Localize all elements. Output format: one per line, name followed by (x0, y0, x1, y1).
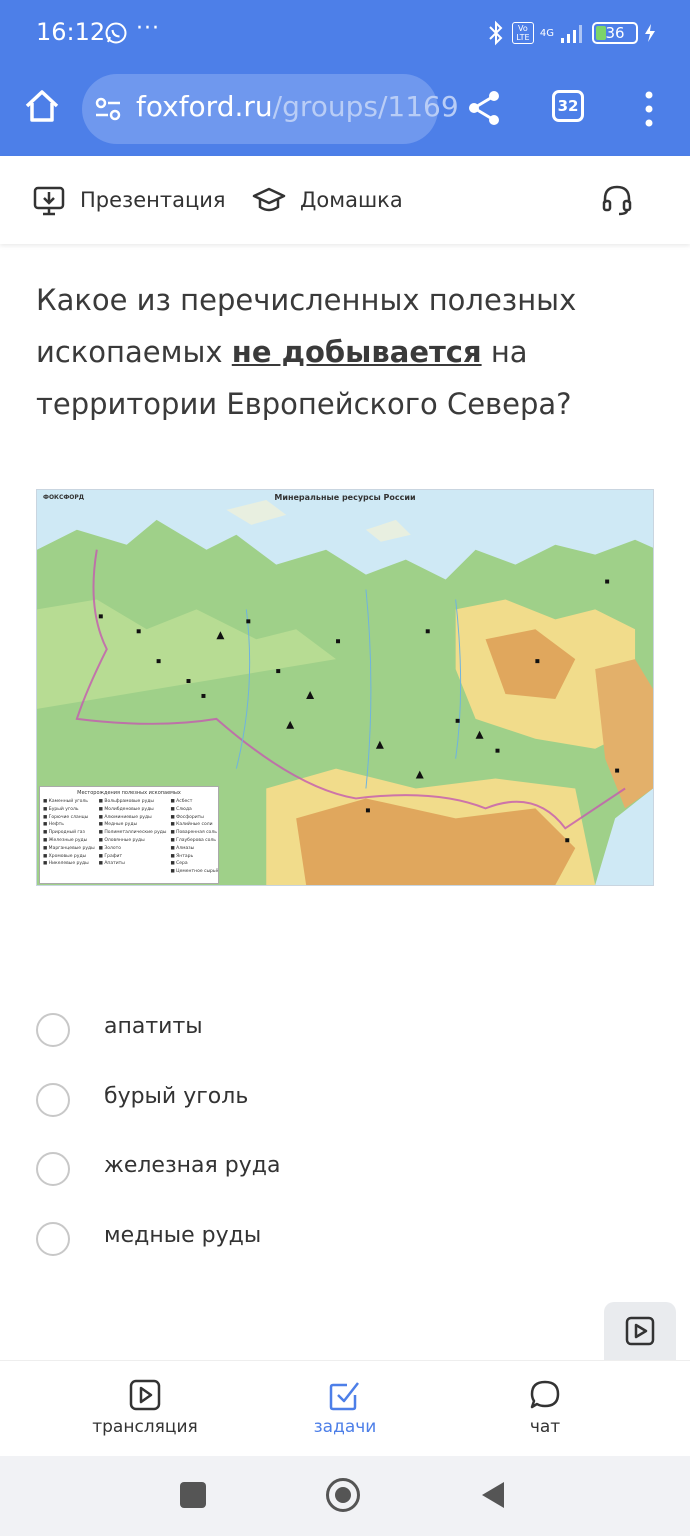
legend-item: ■ Оловянные руды (98, 837, 145, 843)
system-home-icon[interactable] (326, 1478, 360, 1512)
site-settings-icon[interactable] (94, 96, 122, 122)
map-legend (39, 786, 219, 884)
home-icon[interactable] (22, 86, 62, 126)
legend-item: ■ Молибденовые руды (98, 806, 154, 812)
legend-item: ■ Вольфрамовые руды (98, 799, 154, 804)
answer-option-3[interactable] (36, 1152, 281, 1186)
broadcast-play-icon (129, 1379, 161, 1411)
network-type: 4G (539, 27, 554, 39)
legend-item: ■ Железные руды (43, 837, 88, 843)
kebab-menu-icon[interactable] (644, 90, 654, 128)
legend-item: ■ Полиметаллические руды (98, 830, 167, 836)
back-icon[interactable] (482, 1482, 504, 1508)
question-text: Какое из перечисленных полезных ископаемых не добывается на территории Европейского Севера? (36, 283, 577, 421)
nav-tasks[interactable] (270, 1379, 420, 1437)
status-more: ··· (136, 16, 160, 41)
nav-chat-label: чат (529, 1417, 561, 1437)
map-logo: ФОКСФОРД (43, 494, 85, 501)
tabs-counter-button[interactable]: 32 (552, 90, 584, 122)
legend-item: ■ Янтарь (170, 853, 194, 859)
system-navigation-bar (0, 1456, 690, 1536)
nav-broadcast-label: трансляция (92, 1417, 198, 1437)
radio-button[interactable] (36, 1152, 70, 1186)
legend-column-2 (99, 799, 167, 877)
presentation-label: Презентация (80, 188, 226, 212)
legend-item: ■ Золото (98, 845, 121, 851)
nav-broadcast[interactable] (70, 1379, 220, 1437)
recent-apps-icon[interactable] (180, 1482, 206, 1508)
radio-button[interactable] (36, 1222, 70, 1256)
answer-label: железная руда (104, 1153, 281, 1178)
legend-column-1 (43, 799, 95, 877)
radio-button[interactable] (36, 1083, 70, 1117)
legend-item: ■ Глауберова соль (170, 837, 216, 843)
legend-item: ■ Асбест (170, 799, 193, 804)
legend-item: ■ Горючие сланцы (43, 814, 89, 820)
charging-icon (644, 23, 656, 43)
legend-item: ■ Никелевые руды (43, 861, 89, 867)
legend-item: ■ Бурый уголь (43, 806, 79, 812)
legend-item: ■ Поваренная соль (170, 830, 217, 836)
floating-video-button[interactable] (604, 1302, 676, 1360)
answer-option-1[interactable] (36, 1013, 203, 1047)
legend-item: ■ Графит (98, 853, 123, 859)
legend-item: ■ Медные руды (98, 822, 137, 828)
answer-option-4[interactable] (36, 1222, 262, 1256)
answer-label: медные руды (104, 1223, 262, 1248)
whatsapp-icon (104, 21, 128, 45)
support-button[interactable] (600, 182, 634, 218)
share-icon[interactable] (464, 88, 504, 128)
homework-label: Домашка (300, 188, 403, 212)
legend-item: ■ Марганцевые руды (43, 845, 95, 851)
browser-url-bar (0, 70, 690, 150)
download-presentation-icon (32, 183, 66, 217)
legend-item: ■ Калийные соли (170, 822, 213, 828)
legend-item: ■ Хромовые руды (43, 853, 87, 859)
legend-item: ■ Цементное сырьё (170, 869, 219, 875)
legend-item: ■ Природный газ (43, 830, 85, 836)
presentation-button[interactable] (32, 182, 226, 218)
answer-option-2[interactable] (36, 1083, 249, 1117)
legend-item: ■ Фосфориты (170, 814, 204, 820)
answer-label: апатиты (104, 1014, 203, 1039)
legend-item: ■ Алмазы (170, 845, 195, 851)
status-time: 16:12 (36, 18, 106, 46)
radio-button[interactable] (36, 1013, 70, 1047)
signal-icon (560, 22, 586, 44)
homework-button[interactable] (252, 182, 403, 218)
tasks-checkbox-icon (329, 1379, 361, 1411)
legend-title: Месторождения полезных ископаемых (77, 790, 181, 796)
nav-tasks-label: задачи (313, 1417, 377, 1437)
bluetooth-icon (486, 20, 506, 46)
graduation-cap-icon (252, 183, 286, 217)
legend-item: ■ Слюда (170, 806, 192, 812)
battery-indicator: 36 (592, 22, 638, 44)
lesson-toolbar (0, 156, 690, 244)
volte-badge: Vo LTE (512, 22, 534, 44)
status-bar (0, 0, 690, 66)
legend-item: ■ Апатиты (98, 861, 125, 867)
legend-item: ■ Сера (170, 861, 188, 867)
nav-chat[interactable] (470, 1379, 620, 1437)
mineral-resources-map (36, 489, 654, 886)
url-field[interactable] (82, 74, 459, 144)
legend-item: ■ Каменный уголь (43, 799, 88, 804)
bottom-navigation (0, 1360, 690, 1456)
headset-icon (600, 183, 634, 217)
url-text: foxford.ru/groups/1169 (136, 90, 459, 123)
question-emphasis: не добывается (231, 335, 482, 369)
map-title: Минеральные ресурсы России (274, 493, 416, 502)
play-icon (625, 1316, 655, 1346)
legend-column-3 (170, 799, 218, 877)
answer-label: бурый уголь (104, 1084, 249, 1109)
legend-item: ■ Алюминиевые руды (98, 814, 152, 820)
chat-bubble-icon (529, 1379, 561, 1411)
legend-item: ■ Нефть (43, 822, 64, 828)
